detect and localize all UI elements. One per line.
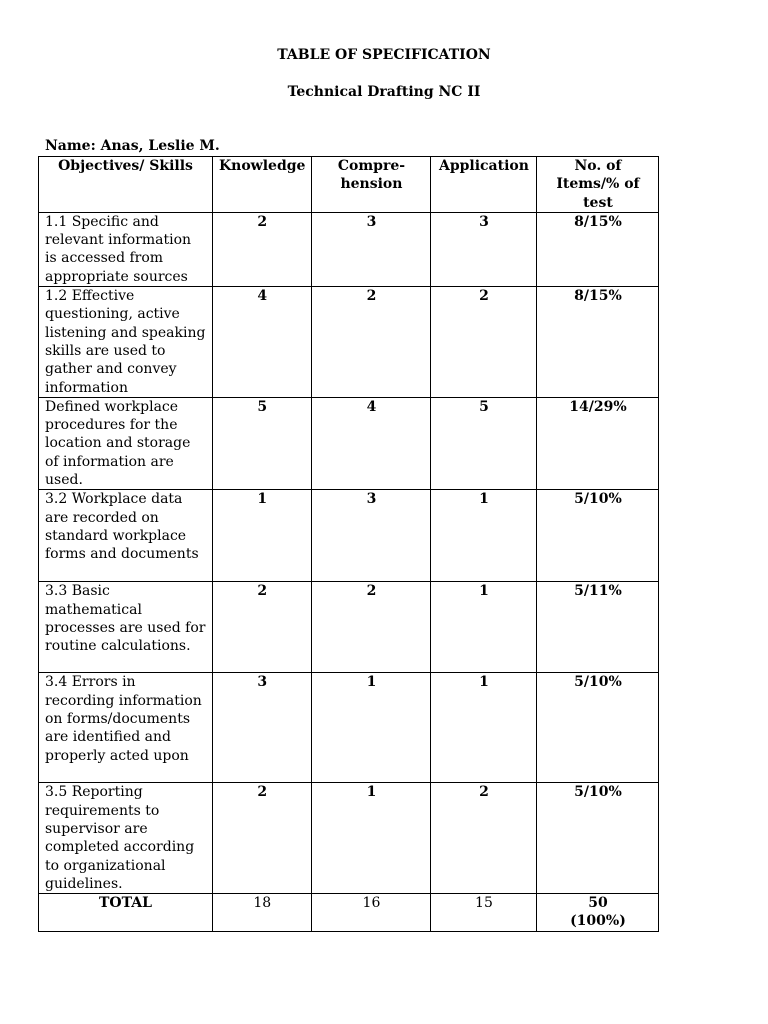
items-cell: 5/10%	[537, 673, 659, 783]
application-cell: 5	[431, 397, 537, 489]
objective-cell: Defined workplace procedures for the location and storage of information are used.	[39, 397, 213, 489]
comprehension-cell: 1	[312, 783, 431, 894]
table-row	[39, 582, 659, 673]
objective-cell: 3.2 Workplace data are recorded on standard workplace forms and documents	[39, 490, 213, 582]
knowledge-cell: 2	[213, 212, 312, 286]
items-cell: 5/10%	[537, 783, 659, 894]
objective-cell: 1.2 Effective questioning, active listening and speaking skills are used to gather and convey information	[39, 287, 213, 398]
knowledge-cell: 2	[213, 582, 312, 673]
total-knowledge: 18	[213, 894, 312, 932]
comprehension-cell: 4	[312, 397, 431, 489]
table-row	[39, 490, 659, 582]
objective-cell: 3.5 Reporting requirements to supervisor are completed according to organizational guidelines.	[39, 783, 213, 894]
objective-cell: 3.4 Errors in recording information on forms/documents are identified and properly acted upon	[39, 673, 213, 783]
header-application: Application	[431, 157, 537, 213]
header-items: No. of Items/% of test	[537, 157, 659, 213]
comprehension-cell: 1	[312, 673, 431, 783]
total-items	[537, 894, 659, 932]
knowledge-cell: 4	[213, 287, 312, 398]
table-header-row	[39, 157, 659, 213]
knowledge-cell: 5	[213, 397, 312, 489]
student-name: Name: Anas, Leslie M.	[45, 138, 220, 154]
application-cell: 1	[431, 490, 537, 582]
header-knowledge: Knowledge	[213, 157, 312, 213]
specification-table	[38, 156, 659, 932]
table-row	[39, 397, 659, 489]
total-comprehension: 16	[312, 894, 431, 932]
table-row	[39, 673, 659, 783]
items-cell: 8/15%	[537, 212, 659, 286]
application-cell: 3	[431, 212, 537, 286]
items-cell: 8/15%	[537, 287, 659, 398]
application-cell: 2	[431, 783, 537, 894]
objective-cell: 3.3 Basic mathematical processes are used for routine calculations.	[39, 582, 213, 673]
total-row	[39, 894, 659, 932]
application-cell: 1	[431, 582, 537, 673]
comprehension-cell: 3	[312, 490, 431, 582]
application-cell: 2	[431, 287, 537, 398]
knowledge-cell: 2	[213, 783, 312, 894]
total-application: 15	[431, 894, 537, 932]
table-row	[39, 212, 659, 286]
knowledge-cell: 3	[213, 673, 312, 783]
document-title: TABLE OF SPECIFICATION	[277, 47, 491, 63]
document-subtitle: Technical Drafting NC II	[287, 84, 481, 100]
items-cell: 5/11%	[537, 582, 659, 673]
table-row	[39, 783, 659, 894]
knowledge-cell: 1	[213, 490, 312, 582]
table-row	[39, 287, 659, 398]
objective-cell: 1.1 Specific and relevant information is accessed from appropriate sources	[39, 212, 213, 286]
total-items-percent: (100%)	[570, 913, 626, 930]
items-cell: 14/29%	[537, 397, 659, 489]
comprehension-cell: 2	[312, 582, 431, 673]
comprehension-cell: 3	[312, 212, 431, 286]
total-items-count: 50	[588, 895, 608, 912]
header-comprehension: Compre- hension	[312, 157, 431, 213]
comprehension-cell: 2	[312, 287, 431, 398]
total-label: TOTAL	[39, 894, 213, 932]
header-objectives: Objectives/ Skills	[39, 157, 213, 213]
application-cell: 1	[431, 673, 537, 783]
items-cell: 5/10%	[537, 490, 659, 582]
